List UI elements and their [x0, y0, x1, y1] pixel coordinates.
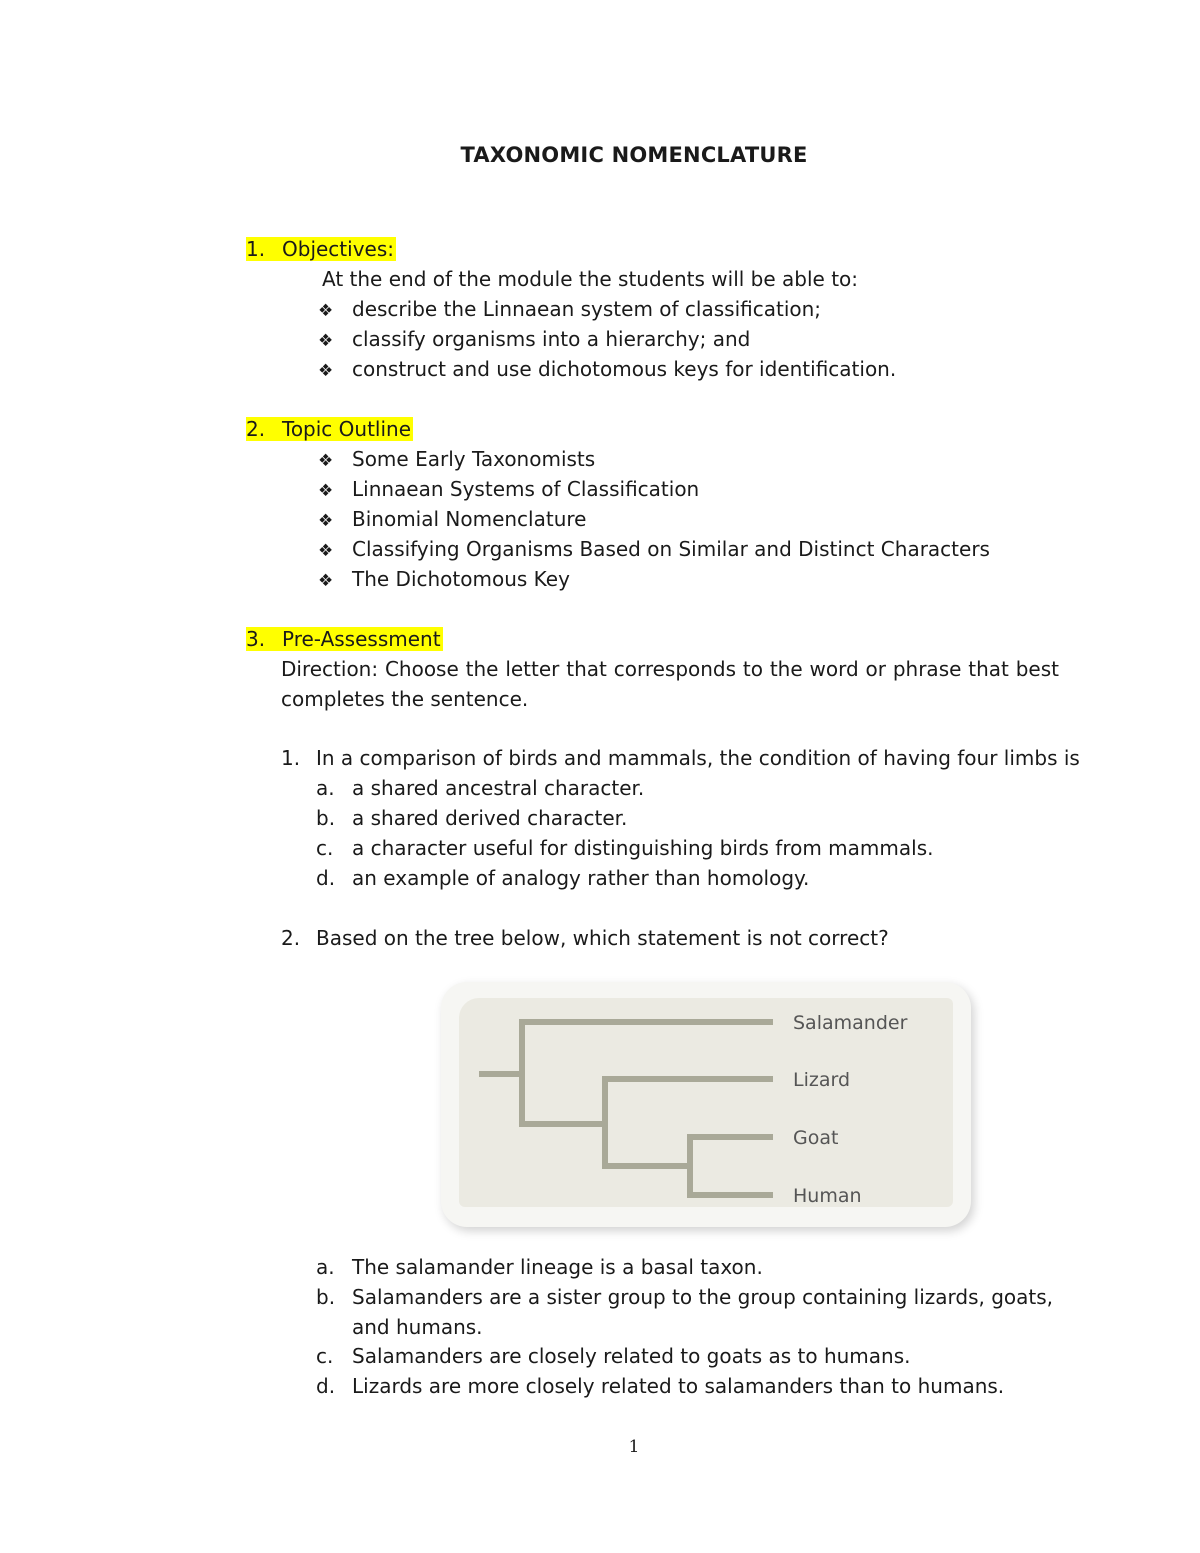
taxon-label-goat: Goat	[793, 1127, 839, 1149]
list-item: ❖ The Dichotomous Key	[318, 565, 570, 595]
page-title: TAXONOMIC NOMENCLATURE	[460, 143, 808, 167]
list-item: ❖ classify organisms into a hierarchy; and	[318, 325, 750, 355]
list-item: ❖ construct and use dichotomous keys for identification.	[318, 355, 896, 385]
list-item: ❖ Binomial Nomenclature	[318, 505, 586, 535]
answer-option: c. Salamanders are closely related to goats as to humans.	[316, 1344, 911, 1368]
answer-option: a. The salamander lineage is a basal taxon.	[316, 1255, 763, 1279]
answer-option: c. a character useful for distinguishing birds from mammals.	[316, 836, 934, 860]
question-1: 1. In a comparison of birds and mammals, the condition of having four limbs is	[281, 746, 1080, 770]
diamond-bullet-icon: ❖	[318, 301, 334, 321]
diamond-bullet-icon: ❖	[318, 481, 334, 501]
diamond-bullet-icon: ❖	[318, 511, 334, 531]
list-item: ❖ Some Early Taxonomists	[318, 445, 595, 475]
question-2: 2. Based on the tree below, which statement is not correct?	[281, 926, 889, 950]
answer-option: b. a shared derived character.	[316, 806, 628, 830]
answer-option: a. a shared ancestral character.	[316, 776, 645, 800]
diamond-bullet-icon: ❖	[318, 451, 334, 471]
list-item: ❖ Linnaean Systems of Classification	[318, 475, 699, 505]
node-3-branch	[690, 1137, 773, 1195]
node-1-branch	[522, 1022, 773, 1124]
diamond-bullet-icon: ❖	[318, 361, 334, 381]
page-number: 1	[628, 1437, 640, 1457]
taxon-label-lizard: Lizard	[793, 1069, 851, 1091]
objectives-heading: 1. Objectives:	[246, 237, 394, 261]
diamond-bullet-icon: ❖	[318, 331, 334, 351]
answer-option: d. Lizards are more closely related to salamanders than to humans.	[316, 1374, 1005, 1398]
pre-assessment-heading: 3. Pre-Assessment	[246, 627, 441, 651]
answer-option: b. Salamanders are a sister group to the group containing lizards, goats, and humans.	[316, 1285, 1054, 1339]
taxon-label-salamander: Salamander	[793, 1012, 908, 1034]
answer-option: d. an example of analogy rather than homology.	[316, 866, 810, 890]
diamond-bullet-icon: ❖	[318, 571, 334, 591]
topic-outline-heading: 2. Topic Outline	[246, 417, 412, 441]
list-item: ❖ describe the Linnaean system of classification;	[318, 295, 821, 325]
direction-text: Direction: Choose the letter that corresponds to the word or phrase that best completes the sentence.	[281, 657, 1059, 711]
objectives-intro: At the end of the module the students will be able to:	[322, 267, 859, 291]
diamond-bullet-icon: ❖	[318, 541, 334, 561]
list-item: ❖ Classifying Organisms Based on Similar and Distinct Characters	[318, 535, 990, 565]
taxon-label-human: Human	[793, 1185, 862, 1207]
